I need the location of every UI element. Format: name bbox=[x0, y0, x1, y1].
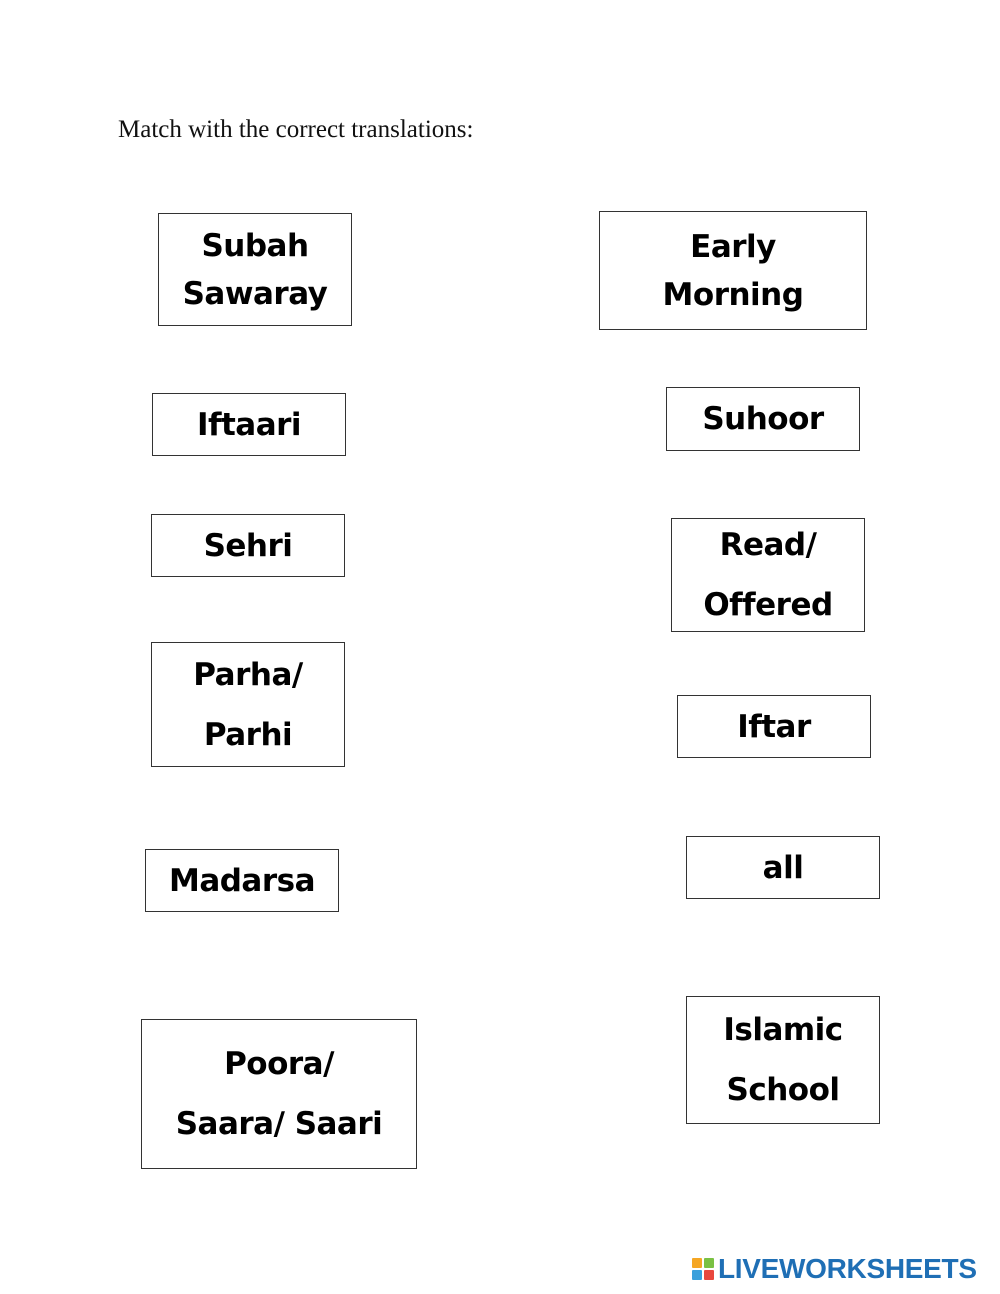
left-card-sehri[interactable] bbox=[151, 514, 345, 577]
right-card-islamic-school[interactable] bbox=[686, 996, 880, 1124]
card-line: Subah bbox=[201, 227, 309, 264]
left-card-madarsa[interactable] bbox=[145, 849, 339, 912]
card-line: Sawaray bbox=[182, 275, 328, 312]
left-card-poora-saara-saari[interactable] bbox=[141, 1019, 417, 1169]
right-card-suhoor[interactable] bbox=[666, 387, 860, 451]
card-line: Islamic bbox=[723, 1012, 843, 1048]
left-card-parha-parhi[interactable] bbox=[151, 642, 345, 767]
card-line: Saara/ Saari bbox=[175, 1106, 383, 1142]
card-line: Iftaari bbox=[196, 406, 302, 443]
logo-square bbox=[692, 1270, 702, 1280]
right-card-iftar[interactable] bbox=[677, 695, 871, 758]
card-line: Offered bbox=[703, 587, 833, 623]
right-card-early-morning[interactable] bbox=[599, 211, 867, 330]
card-line: Read/ bbox=[719, 527, 817, 563]
right-card-read-offered[interactable] bbox=[671, 518, 865, 632]
card-line: Sehri bbox=[203, 527, 293, 564]
card-line: Suhoor bbox=[702, 401, 824, 437]
liveworksheets-logo-icon bbox=[692, 1258, 714, 1280]
card-line: School bbox=[726, 1072, 840, 1108]
liveworksheets-logo bbox=[692, 1253, 977, 1285]
instruction-text: Match with the correct translations: bbox=[118, 116, 474, 143]
liveworksheets-wordmark: LIVEWORKSHEETS bbox=[718, 1253, 977, 1284]
logo-square bbox=[704, 1270, 714, 1280]
logo-square bbox=[704, 1258, 714, 1268]
card-line: Parha/ bbox=[193, 656, 303, 693]
card-line: Poora/ bbox=[224, 1046, 334, 1082]
logo-square bbox=[692, 1258, 702, 1268]
card-line: Parhi bbox=[203, 716, 293, 753]
right-card-all[interactable] bbox=[686, 836, 880, 899]
left-card-subah-sawaray[interactable] bbox=[158, 213, 352, 326]
left-card-iftaari[interactable] bbox=[152, 393, 346, 456]
card-line: Early bbox=[690, 228, 776, 265]
card-line: Morning bbox=[662, 276, 804, 313]
card-line: all bbox=[762, 849, 804, 886]
card-line: Iftar bbox=[737, 708, 811, 745]
card-line: Madarsa bbox=[168, 862, 316, 899]
